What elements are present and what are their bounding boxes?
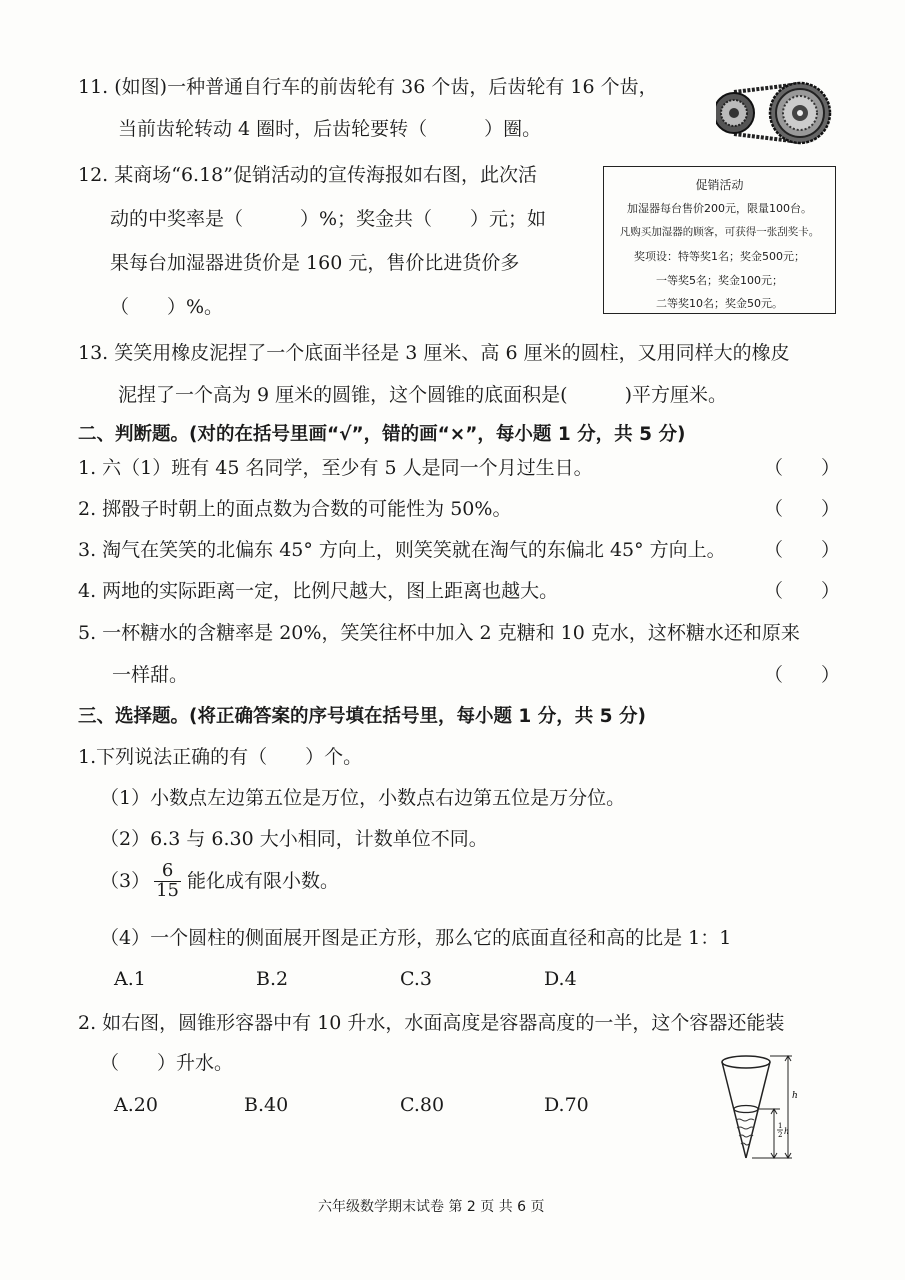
judge-answer-blank-4[interactable]: （ ） (764, 580, 841, 602)
q13-line1: 13. 笑笑用橡皮泥捏了一个底面半径是 3 厘米、高 6 厘米的圆柱，又用同样大的橡皮 (78, 342, 790, 364)
choice-q1-statement-4: （4）一个圆柱的侧面展开图是正方形，那么它的底面直径和高的比是 1：1 (100, 927, 732, 949)
judge-item-5-cont: 一样甜。 (112, 664, 189, 686)
fraction-6-15 (154, 862, 181, 901)
judge-item-5: 5. 一杯糖水的含糖率是 20%，笑笑往杯中加入 2 克糖和 10 克水，这杯糖水还和原来 (78, 622, 800, 644)
poster-line2: 凡购买加湿器的顾客，可获得一张刮奖卡。 (619, 226, 820, 238)
cone-half-denominator: 2 (778, 1131, 783, 1139)
bicycle-gears-figure (716, 80, 832, 146)
choice-q2-option-c[interactable]: C.80 (400, 1094, 445, 1116)
cone-container-figure (708, 1048, 818, 1166)
judge-item-1: 1. 六（1）班有 45 名同学，至少有 5 人是同一个月过生日。 (78, 457, 593, 479)
poster-title: 促销活动 (695, 178, 744, 192)
judge-answer-blank-2[interactable]: （ ） (764, 498, 841, 520)
statement-3-suffix: 能化成有限小数。 (187, 869, 340, 892)
judge-item-3: 3. 淘气在笑笑的北偏东 45° 方向上，则笑笑就在淘气的东偏北 45° 方向上。 (78, 539, 726, 561)
choice-q2-line1: 2. 如右图，圆锥形容器中有 10 升水，水面高度是容器高度的一半，这个容器还能装 (78, 1012, 785, 1034)
q12-line1: 12. 某商场“6.18”促销活动的宣传海报如右图，此次活 (78, 164, 537, 186)
judge-item-4: 4. 两地的实际距离一定，比例尺越大，图上距离也越大。 (78, 580, 559, 602)
choice-q1-option-a[interactable]: A.1 (114, 968, 146, 990)
section2-heading: 二、判断题。(对的在括号里画“√”，错的画“×”，每小题 1 分，共 5 分) (78, 424, 686, 445)
section3-heading: 三、选择题。(将正确答案的序号填在括号里，每小题 1 分，共 5 分) (78, 706, 646, 727)
judge-answer-blank-1[interactable]: （ ） (764, 457, 841, 479)
choice-q1-statement-1: （1）小数点左边第五位是万位，小数点右边第五位是万分位。 (100, 787, 626, 809)
choice-q2-option-a[interactable]: A.20 (114, 1094, 158, 1116)
poster-line3: 奖项设：特等奖1名；奖金500元； (634, 250, 805, 263)
choice-q1-statement-3 (100, 862, 339, 901)
q12-line3: 果每台加湿器进货价是 160 元，售价比进货价多 (110, 252, 520, 274)
cone-half-numerator: 1 (778, 1122, 783, 1130)
statement-3-prefix: （3） (100, 869, 151, 892)
promotion-poster (603, 166, 836, 314)
cone-half-variable: h (784, 1127, 790, 1136)
choice-q1-stem: 1.下列说法正确的有（ ）个。 (78, 746, 363, 768)
poster-line4: 一等奖5名；奖金100元； (656, 274, 783, 287)
poster-line1: 加湿器每台售价200元，限量100台。 (627, 202, 812, 215)
q11-line1: 11. (如图)一种普通自行车的前齿轮有 36 个齿，后齿轮有 16 个齿， (78, 76, 658, 98)
choice-q2-option-b[interactable]: B.40 (244, 1094, 289, 1116)
fraction-denominator: 15 (156, 879, 179, 901)
q12-line4: （ ）%。 (110, 296, 224, 318)
choice-q2-line2: （ ）升水。 (100, 1052, 234, 1074)
choice-q2-option-d[interactable]: D.70 (544, 1094, 589, 1116)
choice-q1-option-d[interactable]: D.4 (544, 968, 577, 990)
q11-line2: 当前齿轮转动 4 圈时，后齿轮要转（ ）圈。 (118, 118, 542, 140)
judge-answer-blank-3[interactable]: （ ） (764, 539, 841, 561)
fraction-numerator: 6 (154, 862, 181, 882)
judge-answer-blank-5[interactable]: （ ） (764, 664, 841, 686)
poster-line5: 二等奖10名；奖金50元。 (656, 297, 783, 310)
choice-q1-option-c[interactable]: C.3 (400, 968, 432, 990)
choice-q1-statement-2: （2）6.3 与 6.30 大小相同，计数单位不同。 (100, 828, 488, 850)
page-footer: 六年级数学期末试卷 第 2 页 共 6 页 (318, 1199, 545, 1215)
cone-height-label: h (792, 1091, 798, 1101)
q13-line2: 泥捏了一个高为 9 厘米的圆锥，这个圆锥的底面积是( )平方厘米。 (118, 384, 727, 406)
choice-q1-option-b[interactable]: B.2 (256, 968, 289, 990)
q12-line2: 动的中奖率是（ ）%；奖金共（ ）元；如 (110, 208, 547, 230)
judge-item-2: 2. 掷骰子时朝上的面点数为合数的可能性为 50%。 (78, 498, 512, 520)
